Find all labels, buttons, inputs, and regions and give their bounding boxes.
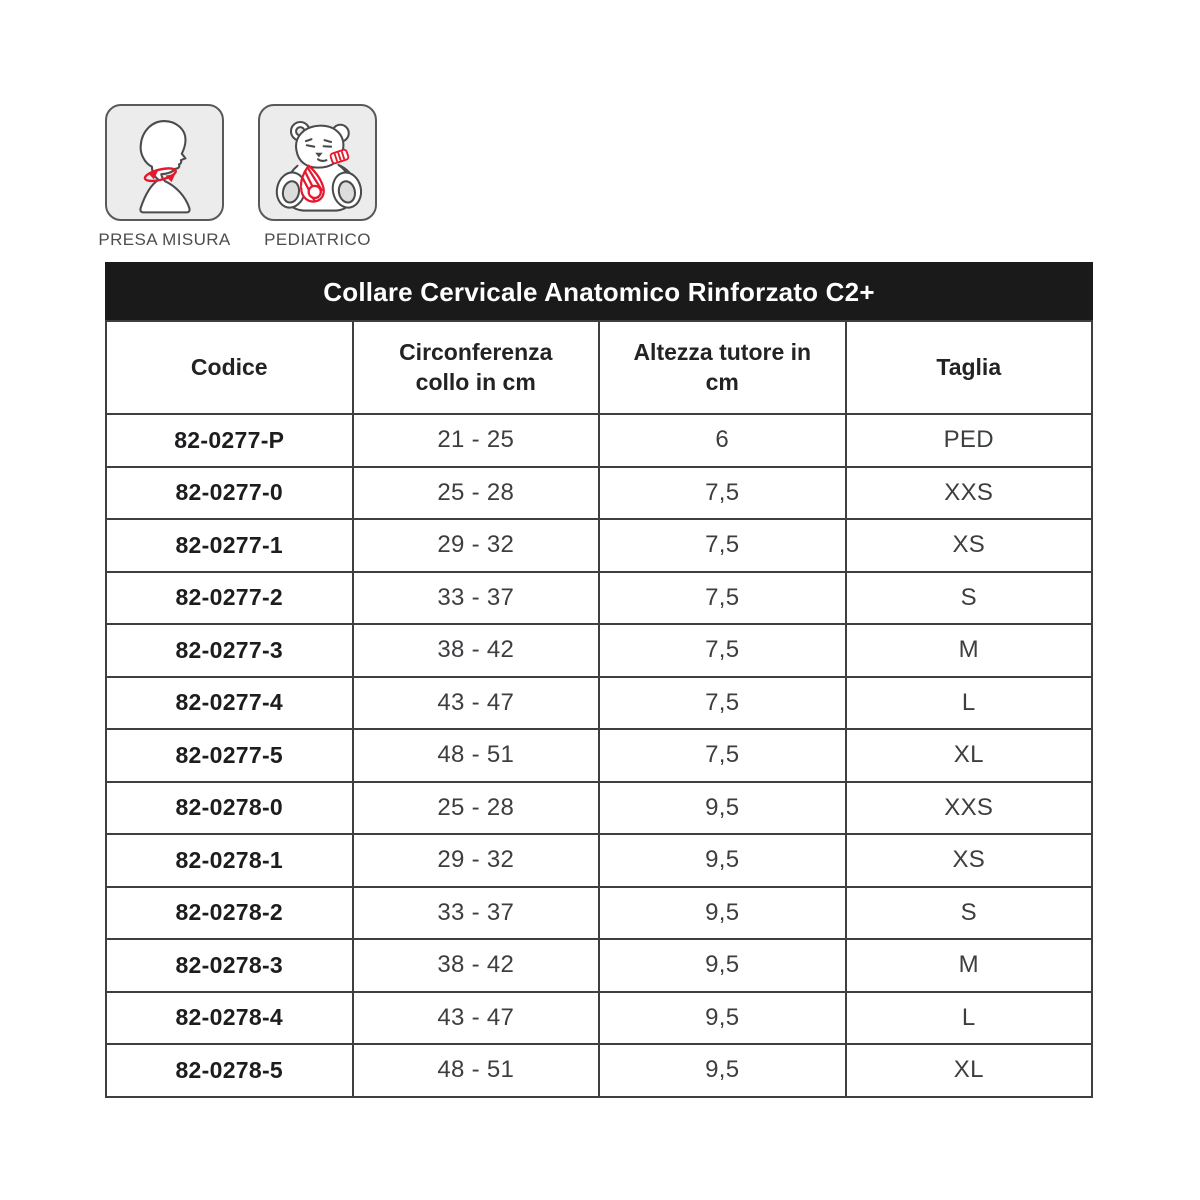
cell-codice: 82-0278-5	[106, 1044, 353, 1097]
cell-taglia: PED	[846, 414, 1093, 467]
cell-codice: 82-0277-1	[106, 519, 353, 572]
badge-label-presa-misura: PRESA MISURA	[98, 230, 231, 249]
cell-altezza: 7,5	[599, 572, 846, 625]
table-row	[106, 992, 1092, 1045]
cell-codice: 82-0278-4	[106, 992, 353, 1045]
cell-altezza: 7,5	[599, 729, 846, 782]
cell-circonferenza: 43 - 47	[353, 677, 600, 730]
cell-codice: 82-0278-2	[106, 887, 353, 940]
cell-taglia: XS	[846, 834, 1093, 887]
col-header-altezza: Altezza tutore in cm	[599, 321, 846, 414]
cell-altezza: 9,5	[599, 782, 846, 835]
table-title: Collare Cervicale Anatomico Rinforzato C2+	[106, 263, 1092, 321]
cell-altezza: 9,5	[599, 939, 846, 992]
badge-label-pediatrico: PEDIATRICO	[264, 230, 371, 249]
size-table-body	[106, 414, 1092, 1097]
cell-circonferenza: 29 - 32	[353, 834, 600, 887]
cell-altezza: 9,5	[599, 992, 846, 1045]
col-header-circonferenza: Circonferenza collo in cm	[353, 321, 600, 414]
cell-codice: 82-0277-0	[106, 467, 353, 520]
table-row	[106, 729, 1092, 782]
cell-taglia: M	[846, 939, 1093, 992]
cell-circonferenza: 33 - 37	[353, 887, 600, 940]
cell-taglia: L	[846, 677, 1093, 730]
table-row	[106, 834, 1092, 887]
cell-circonferenza: 29 - 32	[353, 519, 600, 572]
cell-taglia: XL	[846, 729, 1093, 782]
size-table	[105, 262, 1093, 1098]
pictogram-badges	[98, 104, 377, 250]
cell-circonferenza: 25 - 28	[353, 782, 600, 835]
cell-taglia: XXS	[846, 467, 1093, 520]
table-row	[106, 624, 1092, 677]
table-row	[106, 519, 1092, 572]
cell-taglia: XL	[846, 1044, 1093, 1097]
cell-altezza: 6	[599, 414, 846, 467]
cell-taglia: M	[846, 624, 1093, 677]
cell-codice: 82-0277-2	[106, 572, 353, 625]
cell-circonferenza: 38 - 42	[353, 939, 600, 992]
cell-circonferenza: 25 - 28	[353, 467, 600, 520]
cell-circonferenza: 33 - 37	[353, 572, 600, 625]
cell-taglia: XS	[846, 519, 1093, 572]
col-header-codice: Codice	[106, 321, 353, 414]
table-row	[106, 887, 1092, 940]
cell-taglia: XXS	[846, 782, 1093, 835]
head-neck-measure-icon	[105, 104, 224, 221]
cell-altezza: 7,5	[599, 677, 846, 730]
cell-codice: 82-0277-4	[106, 677, 353, 730]
cell-codice: 82-0278-0	[106, 782, 353, 835]
cell-circonferenza: 48 - 51	[353, 729, 600, 782]
table-row	[106, 939, 1092, 992]
table-row	[106, 467, 1092, 520]
table-row	[106, 782, 1092, 835]
cell-taglia: S	[846, 572, 1093, 625]
table-row	[106, 414, 1092, 467]
cell-circonferenza: 48 - 51	[353, 1044, 600, 1097]
cell-altezza: 7,5	[599, 519, 846, 572]
cell-codice: 82-0277-P	[106, 414, 353, 467]
cell-altezza: 7,5	[599, 467, 846, 520]
cell-altezza: 9,5	[599, 834, 846, 887]
cell-codice: 82-0278-1	[106, 834, 353, 887]
cell-taglia: S	[846, 887, 1093, 940]
table-header-row	[106, 321, 1092, 414]
teddy-bear-icon	[258, 104, 377, 221]
cell-circonferenza: 43 - 47	[353, 992, 600, 1045]
cell-circonferenza: 21 - 25	[353, 414, 600, 467]
cell-circonferenza: 38 - 42	[353, 624, 600, 677]
cell-taglia: L	[846, 992, 1093, 1045]
cell-codice: 82-0277-5	[106, 729, 353, 782]
table-row	[106, 677, 1092, 730]
table-row	[106, 1044, 1092, 1097]
table-row	[106, 572, 1092, 625]
badge-pediatrico	[258, 104, 377, 250]
cell-altezza: 9,5	[599, 887, 846, 940]
table-title-row	[106, 263, 1092, 321]
cell-codice: 82-0277-3	[106, 624, 353, 677]
cell-codice: 82-0278-3	[106, 939, 353, 992]
cell-altezza: 7,5	[599, 624, 846, 677]
badge-presa-misura	[98, 104, 231, 250]
col-header-taglia: Taglia	[846, 321, 1093, 414]
cell-altezza: 9,5	[599, 1044, 846, 1097]
